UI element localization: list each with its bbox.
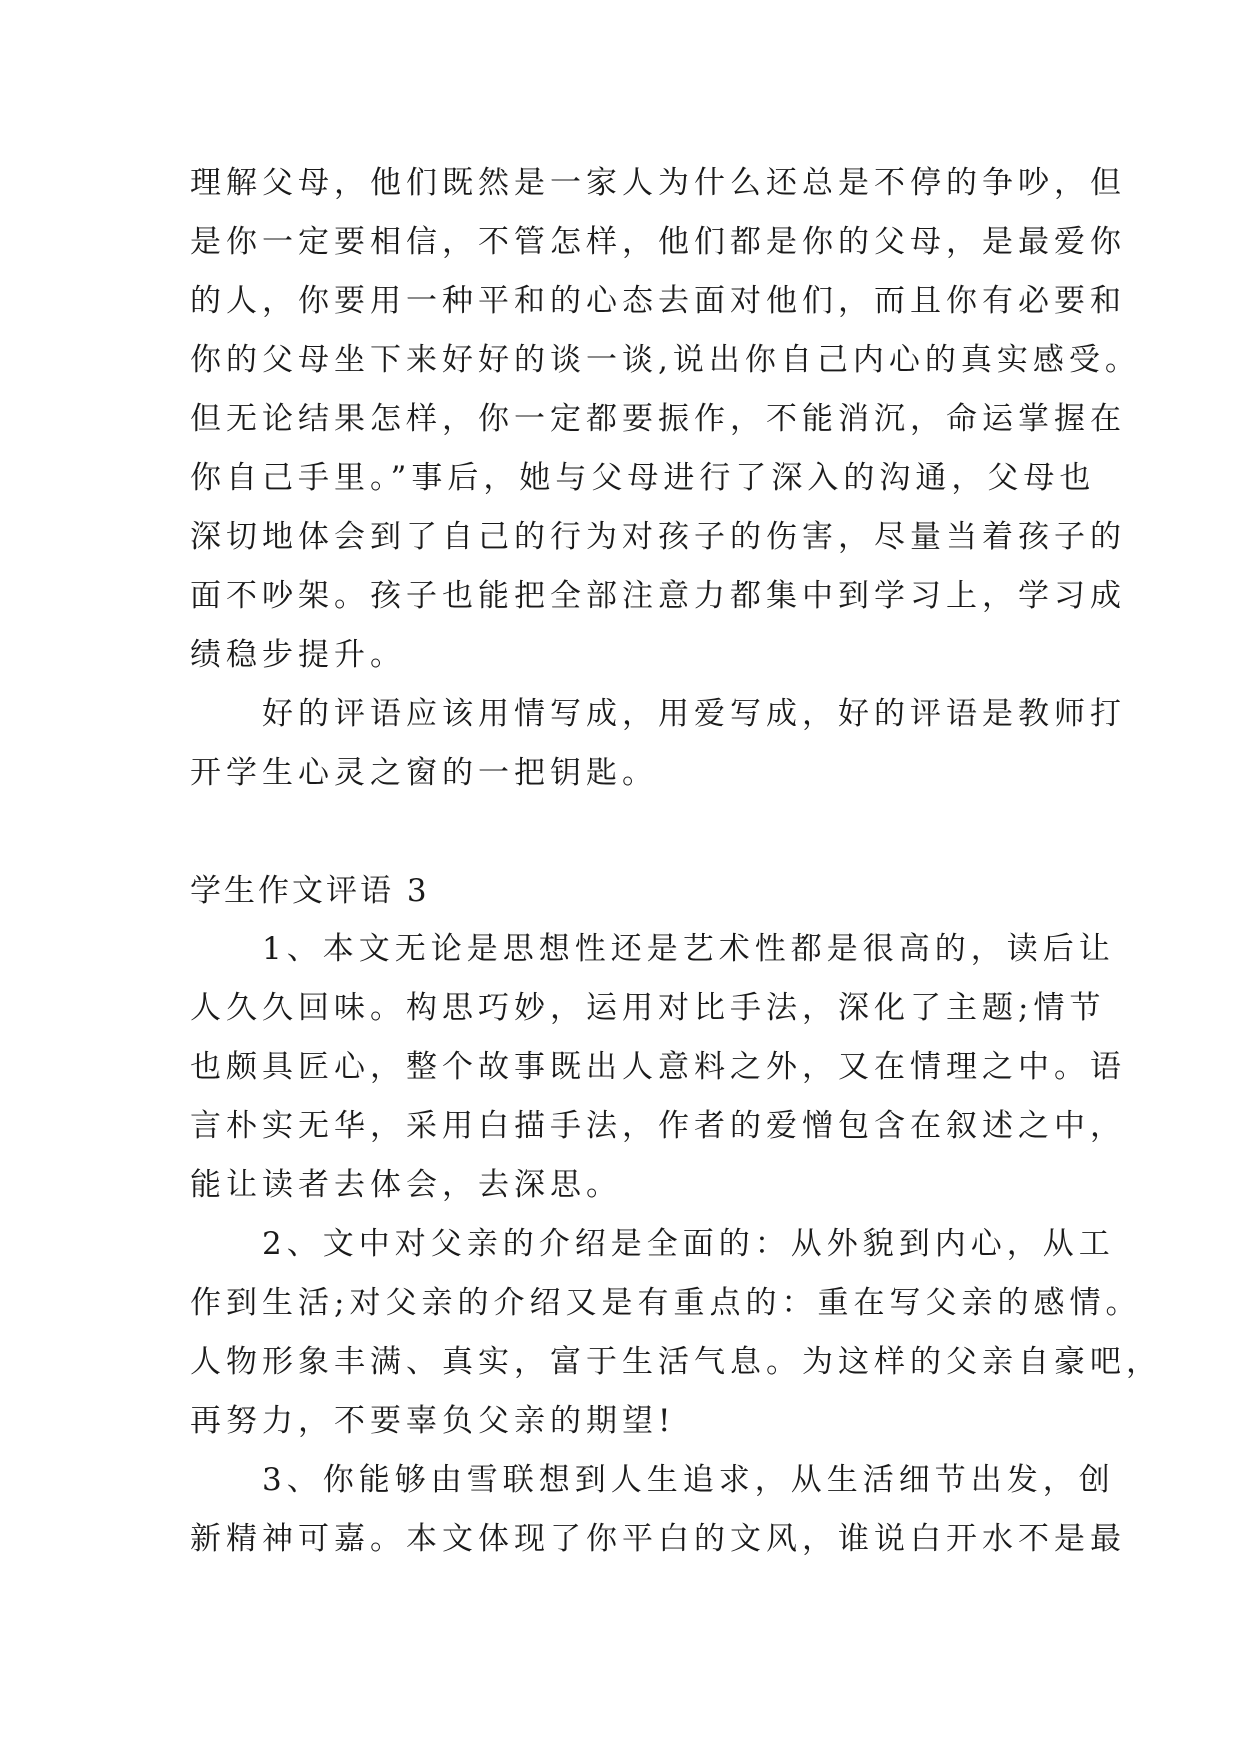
text-line: 但无论结果怎样，你一定都要振作，不能消沉，命运掌握在 [190,401,1126,437]
text-line: 绩稳步提升。 [190,637,406,673]
text-line: 能让读者去体会，去深思。 [190,1167,622,1203]
text-line: 人久久回味。构思巧妙，运用对比手法，深化了主题;情节 [190,990,1106,1026]
paragraph-block-2 [190,920,1162,1569]
text-line: 言朴实无华，采用白描手法，作者的爱憎包含在叙述之中， [190,1108,1126,1144]
text-line: 1、本文无论是思想性还是艺术性都是很高的，读后让 [262,931,1115,967]
text-line: 好的评语应该用情写成，用爱写成，好的评语是教师打 [262,696,1126,732]
paragraph-block-1 [190,154,1141,803]
section-heading: 学生作文评语 3 [190,873,430,909]
text-line: 面不吵架。孩子也能把全部注意力都集中到学习上，学习成 [190,578,1126,614]
text-line: 开学生心灵之窗的一把钥匙。 [190,755,658,791]
text-line: 作到生活;对父亲的介绍又是有重点的：重在写父亲的感情。 [190,1285,1142,1321]
text-line: 你的父母坐下来好好的谈一谈,说出你自己内心的真实感受。 [190,342,1141,378]
text-line: 2、文中对父亲的介绍是全面的：从外貌到内心，从工 [262,1226,1115,1262]
text-line: 是你一定要相信，不管怎样，他们都是你的父母，是最爱你 [190,224,1126,260]
text-line: 再努力，不要辜负父亲的期望! [190,1403,676,1439]
text-line: 的人，你要用一种平和的心态去面对他们，而且你有必要和 [190,283,1126,319]
text-line: 新精神可嘉。本文体现了你平白的文风，谁说白开水不是最 [190,1521,1126,1557]
text-line: 也颇具匠心，整个故事既出人意料之外，又在情理之中。语 [190,1049,1126,1085]
text-line: 理解父母，他们既然是一家人为什么还总是不停的争吵，但 [190,165,1126,201]
text-line: 深切地体会到了自己的行为对孩子的伤害，尽量当着孩子的 [190,519,1126,555]
text-line: 人物形象丰满、真实，富于生活气息。为这样的父亲自豪吧， [190,1344,1162,1380]
text-line: 3、你能够由雪联想到人生追求，从生活细节出发，创 [262,1462,1115,1498]
text-line: 你自己手里。”事后，她与父母进行了深入的沟通，父母也 [190,460,1096,496]
